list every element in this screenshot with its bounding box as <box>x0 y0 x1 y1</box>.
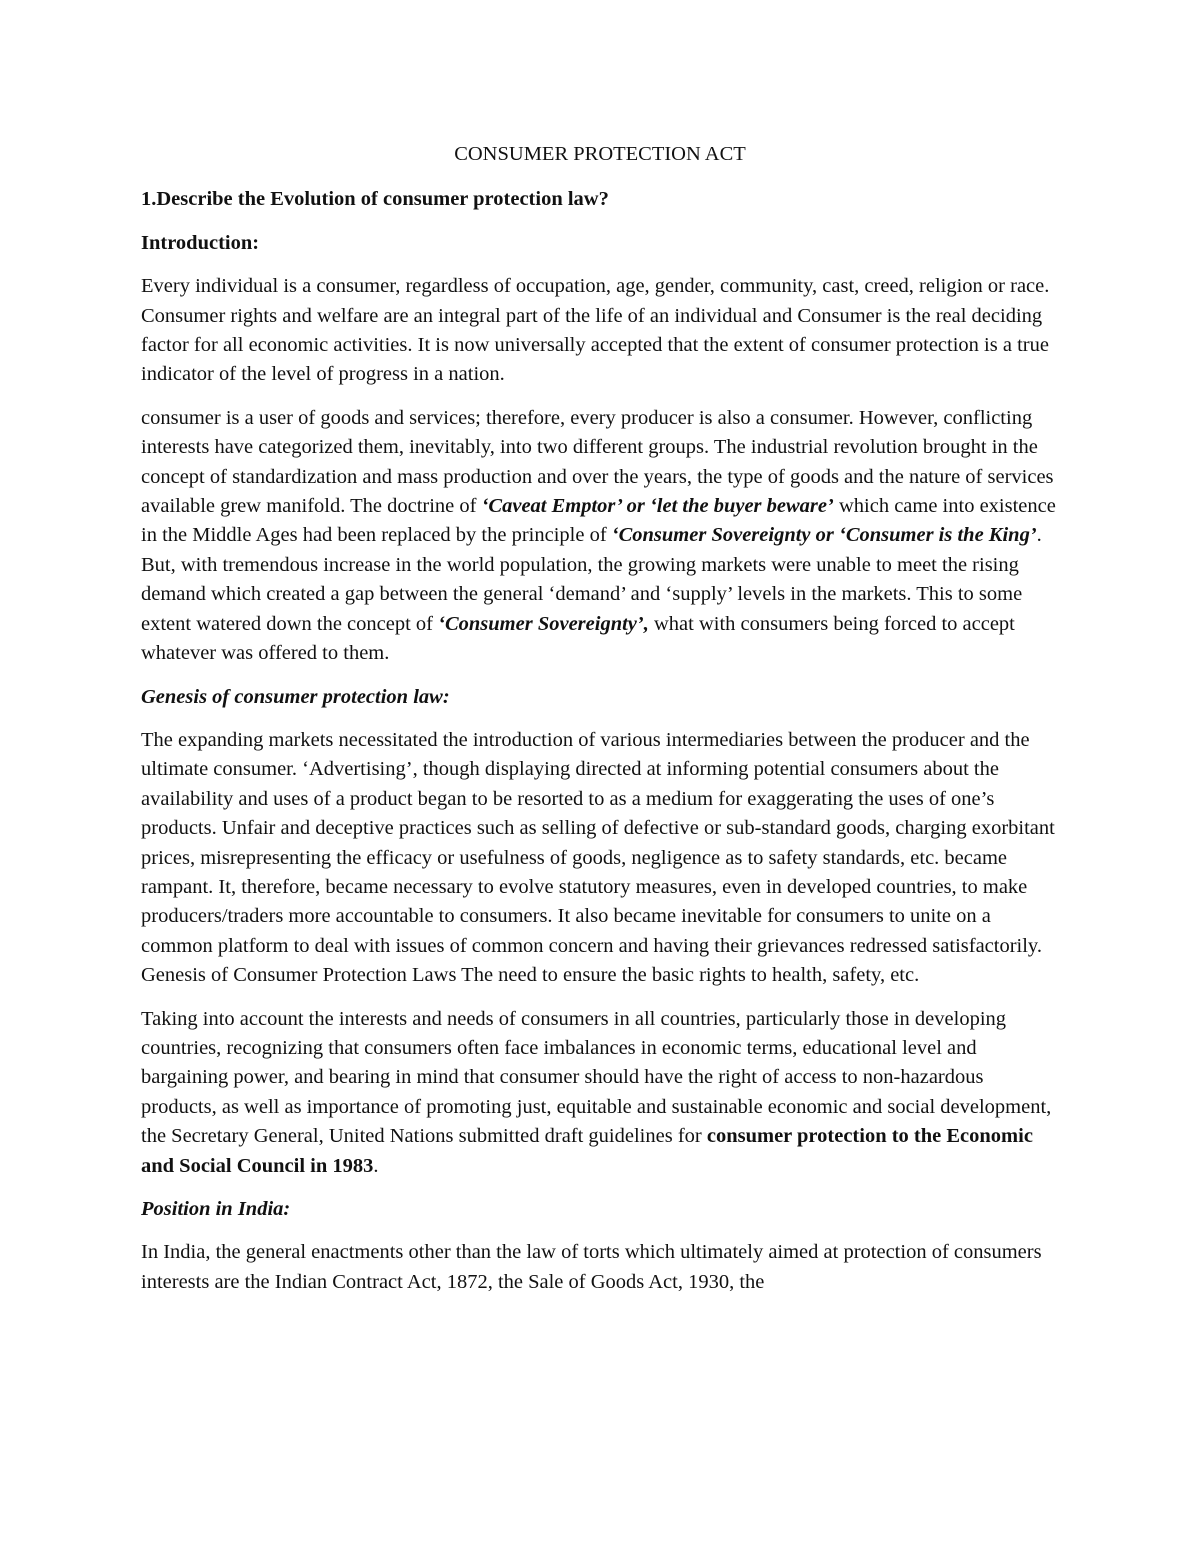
consumer-king-emphasis: ‘Consumer Sovereignty or ‘Consumer is the King’ <box>611 524 1037 547</box>
paragraph-text: . But, with tremendous increase in the world population, the growing markets were unable to meet the rising demand which created a gap between the general ‘demand’ and ‘supply’ levels in the markets. This to some extent watered down the concept of <box>141 524 1042 635</box>
introduction-heading: Introduction: <box>141 231 260 254</box>
paragraph-text: Taking into account the interests and needs of consumers in all countries, particularly those in developing countries, recognizing that consumers often face imbalances in economic terms, educational level and bargaining power, and bearing in mind that consumer should have the right of access to non-hazardous products, as well as importance of promoting just, equitable and sustainable economic and social development, the Secretary General, United Nations submitted draft guidelines for <box>141 1007 1052 1148</box>
paragraph-text: . <box>373 1154 379 1177</box>
consumer-sovereignty-emphasis: ‘Consumer Sovereignty’, <box>438 612 649 635</box>
paragraph-text: consumer is a user of goods and services; therefore, every producer is also a consumer. However, conflicting interests have categorized them, inevitably, into two different groups. The industrial revolution brought in the concept of standardization and mass production and over the years, the type of goods and the nature of services available grew manifold. The doctrine of <box>141 406 1054 518</box>
un-guidelines-bold: consumer protection to the Economic and Social Council in 1983 <box>141 1125 1033 1177</box>
un-guidelines-paragraph <box>141 1005 1059 1181</box>
document-page <box>141 140 1059 1311</box>
genesis-paragraph: The expanding markets necessitated the introduction of various intermediaries between the producer and the ultimate consumer. ‘Advertising’, though displaying directed at informing potential consumers about the availability and uses of a product began to be resorted to as a medium for exaggerating the uses of one’s products. Unfair and deceptive practices such as selling of defective or sub-standard goods, charging exorbitant prices, misrepresenting the efficacy or usefulness of goods, negligence as to safety standards, etc. became rampant. It, therefore, became necessary to evolve statutory measures, even in developed countries, to make producers/traders more accountable to consumers. It also became inevitable for consumers to unite on a common platform to deal with issues of common concern and having their grievances redressed satisfactorily. Genesis of Consumer Protection Laws The need to ensure the basic rights to health, safety, etc. <box>141 728 1055 987</box>
paragraph-text: what with consumers being forced to accept whatever was offered to them. <box>141 612 1015 665</box>
india-paragraph: In India, the general enactments other than the law of torts which ultimately aimed at protection of consumers interests are the Indian Contract Act, 1872, the Sale of Goods Act, 1930, the <box>141 1241 1042 1293</box>
introduction-paragraph: Every individual is a consumer, regardless of occupation, age, gender, community, cast, creed, religion or race. Consumer rights and welfare are an integral part of the life of an individual and Consumer is the real deciding factor for all economic activities. It is now universally accepted that the extent of consumer protection is a true indicator of the level of progress in a nation. <box>141 275 1050 386</box>
paragraph-text: which came into existence in the Middle Ages had been replaced by the principle of <box>141 495 1056 547</box>
india-heading: Position in India: <box>141 1198 291 1220</box>
caveat-emptor-emphasis: ‘Caveat Emptor’ or ‘let the buyer beware’ <box>481 495 834 518</box>
consumer-sovereignty-paragraph <box>141 404 1059 669</box>
genesis-heading: Genesis of consumer protection law: <box>141 685 450 708</box>
document-title: CONSUMER PROTECTION ACT <box>454 143 746 165</box>
question-heading: 1.Describe the Evolution of consumer protection law? <box>141 188 609 211</box>
